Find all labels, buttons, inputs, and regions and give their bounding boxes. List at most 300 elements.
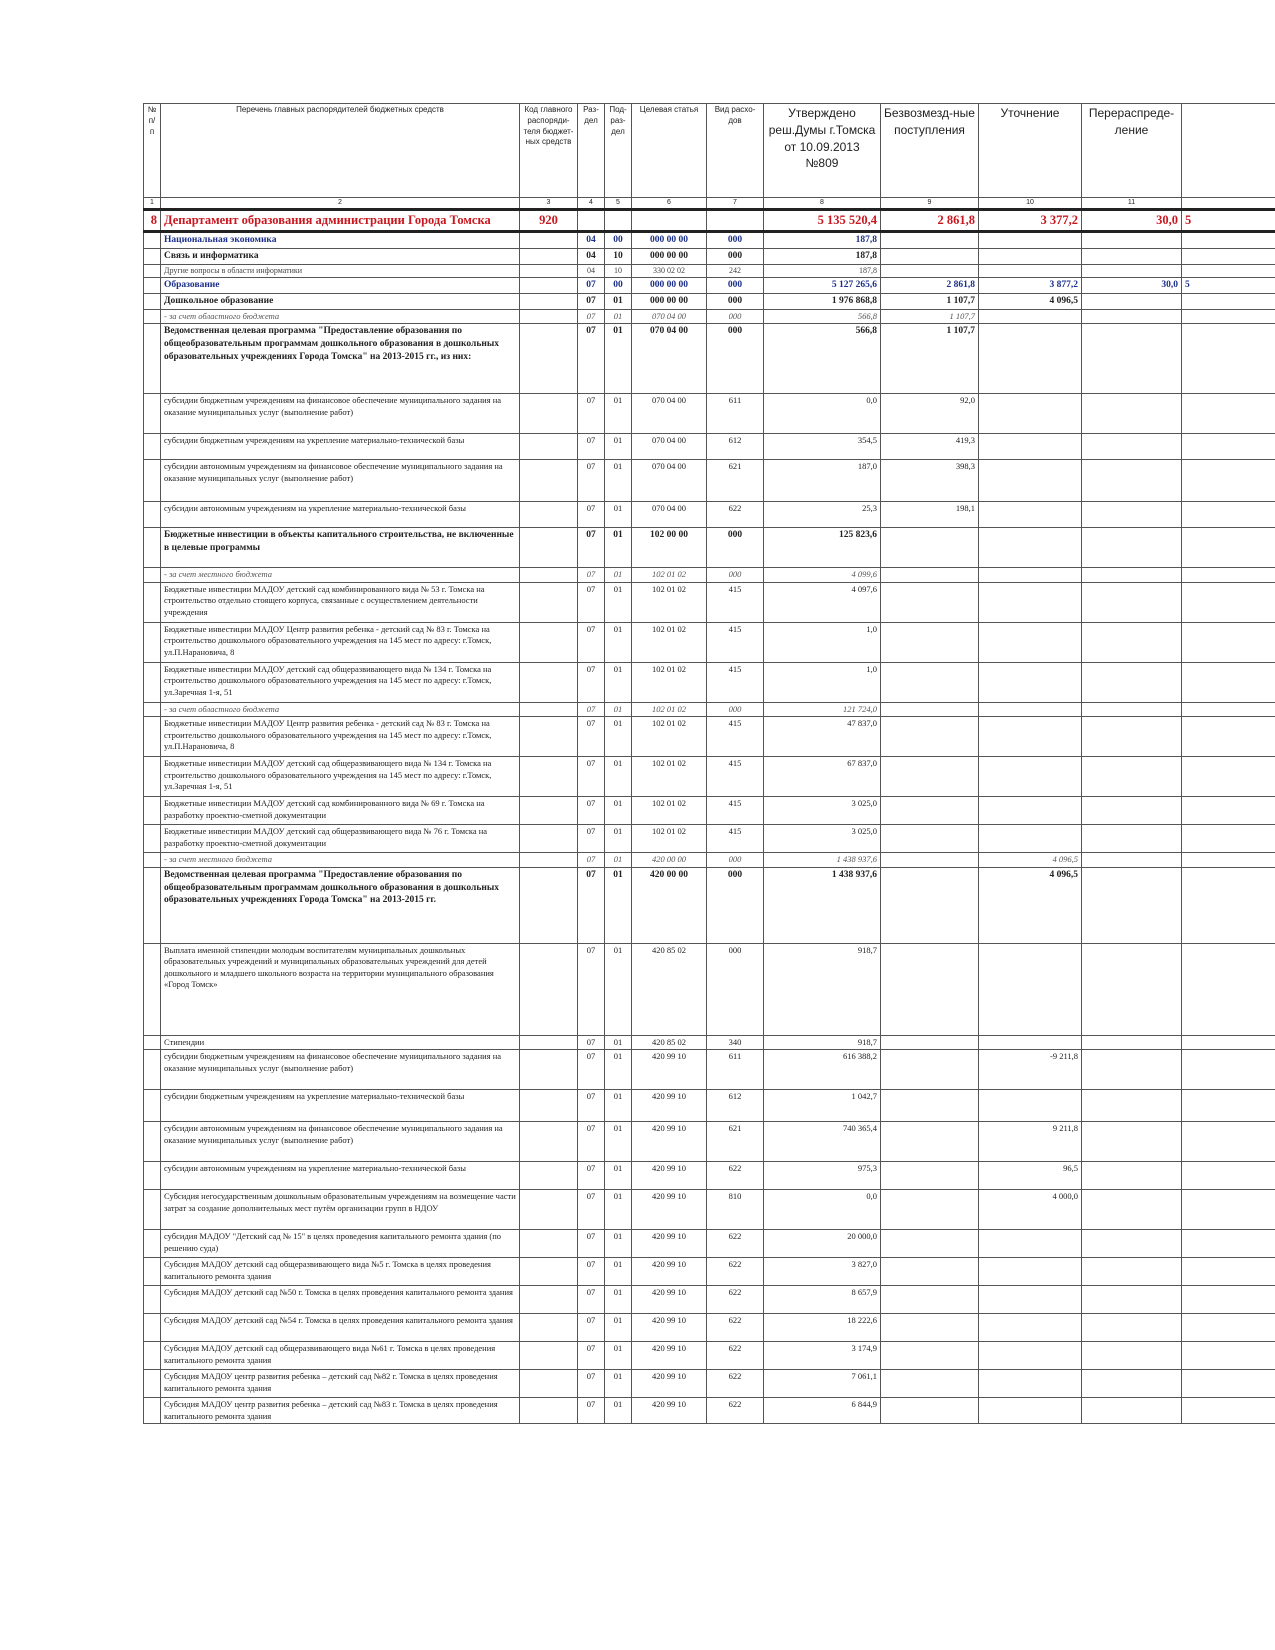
- row-section: 07: [578, 622, 605, 662]
- row-grants: [881, 231, 979, 248]
- header-col8: Утверждено реш.Думы г.Томска от 10.09.2013 №809: [764, 104, 881, 198]
- row-expense-type: 415: [707, 622, 764, 662]
- row-target-article: 000 00 00: [632, 248, 707, 264]
- row-target-article: 420 99 10: [632, 1342, 707, 1370]
- row-number: [144, 825, 161, 853]
- row-code: [520, 797, 578, 825]
- row-expense-type: 621: [707, 1122, 764, 1162]
- row-subsection: 01: [605, 717, 632, 757]
- header-col11: Перераспреде-ление: [1082, 104, 1182, 198]
- header-col7: Вид расхо-дов: [707, 104, 764, 198]
- row-subsection: 01: [605, 1162, 632, 1190]
- row-target-article: 000 00 00: [632, 231, 707, 248]
- col-num: 1: [144, 198, 161, 210]
- row-redistribution: [1082, 1090, 1182, 1122]
- row-grants: 92,0: [881, 394, 979, 434]
- row-section: 07: [578, 1314, 605, 1342]
- row-subsection: 01: [605, 582, 632, 622]
- row-number: [144, 1050, 161, 1090]
- dept-redistribution: 30,0: [1082, 210, 1182, 232]
- row-clarification: [979, 1398, 1082, 1424]
- row-clarification: [979, 797, 1082, 825]
- row-redistribution: [1082, 825, 1182, 853]
- row-expense-type: 000: [707, 324, 764, 394]
- row-name: субсидия МАДОУ "Детский сад № 15" в целях проведения капитального ремонта здания (по решению суда): [161, 1230, 520, 1258]
- row-expense-type: 622: [707, 502, 764, 528]
- row-number: [144, 278, 161, 294]
- table-row: [144, 622, 1275, 662]
- row-approved: 918,7: [764, 943, 881, 1035]
- table-row: [144, 825, 1275, 853]
- row-name: Ведомственная целевая программа "Предоставление образования по общеобразовательным программам дошкольного образования в дошкольных образовательных учреждениях Города Томска" на 2013-2015 гг., из них:: [161, 324, 520, 394]
- row-name: Бюджетные инвестиции в объекты капитального строительства, не включенные в целевые программы: [161, 528, 520, 568]
- row-clarification: -9 211,8: [979, 1050, 1082, 1090]
- row-section: 04: [578, 231, 605, 248]
- row-name: Бюджетные инвестиции МАДОУ Центр развития ребенка - детский сад № 83 г. Томска на строительство дошкольного образовательного учреждения на 145 мест по адресу: г.Томск, ул.П.Нарановича, 8: [161, 717, 520, 757]
- row-grants: [881, 1122, 979, 1162]
- row-expense-type: 622: [707, 1314, 764, 1342]
- row-section: 07: [578, 434, 605, 460]
- row-subsection: 01: [605, 1398, 632, 1424]
- header-col10: Уточнение: [979, 104, 1082, 198]
- row-next: [1182, 1090, 1275, 1122]
- row-approved: 125 823,6: [764, 528, 881, 568]
- row-name: Субсидия МАДОУ детский сад №54 г. Томска в целях проведения капитального ремонта здания: [161, 1314, 520, 1342]
- row-clarification: [979, 1314, 1082, 1342]
- table-row: [144, 1370, 1275, 1398]
- col-num: 6: [632, 198, 707, 210]
- row-next: [1182, 622, 1275, 662]
- budget-sheet: [143, 103, 1275, 1424]
- row-target-article: 420 99 10: [632, 1314, 707, 1342]
- row-redistribution: [1082, 309, 1182, 323]
- row-clarification: 4 096,5: [979, 867, 1082, 943]
- row-code: [520, 528, 578, 568]
- table-row: [144, 324, 1275, 394]
- row-number: [144, 662, 161, 702]
- row-section: 07: [578, 702, 605, 716]
- row-grants: [881, 1050, 979, 1090]
- row-approved: 3 025,0: [764, 825, 881, 853]
- col-num: 9: [881, 198, 979, 210]
- row-redistribution: [1082, 434, 1182, 460]
- row-number: [144, 797, 161, 825]
- row-expense-type: 340: [707, 1035, 764, 1049]
- row-code: [520, 1286, 578, 1314]
- row-expense-type: 611: [707, 1050, 764, 1090]
- row-expense-type: 810: [707, 1190, 764, 1230]
- dept-clarification: 3 377,2: [979, 210, 1082, 232]
- row-subsection: 01: [605, 1314, 632, 1342]
- row-next: [1182, 324, 1275, 394]
- header-col2: Перечень главных распорядителей бюджетных средств: [161, 104, 520, 198]
- row-section: 07: [578, 825, 605, 853]
- row-section: 07: [578, 1398, 605, 1424]
- row-next: [1182, 1370, 1275, 1398]
- table-row: [144, 943, 1275, 1035]
- header-col9: Безвозмезд-ные поступления: [881, 104, 979, 198]
- row-next: [1182, 702, 1275, 716]
- row-name: Бюджетные инвестиции МАДОУ детский сад общеразвивающего вида № 76 г. Томска на разработку проектно-сметной документации: [161, 825, 520, 853]
- row-clarification: 9 211,8: [979, 1122, 1082, 1162]
- row-redistribution: [1082, 502, 1182, 528]
- row-target-article: 102 01 02: [632, 582, 707, 622]
- row-name: Субсидия МАДОУ центр развития ребенка – детский сад №82 г. Томска в целях проведения капитального ремонта здания: [161, 1370, 520, 1398]
- row-clarification: [979, 568, 1082, 582]
- row-number: [144, 568, 161, 582]
- row-code: [520, 309, 578, 323]
- row-redistribution: [1082, 757, 1182, 797]
- row-clarification: [979, 309, 1082, 323]
- row-next: [1182, 757, 1275, 797]
- row-subsection: 01: [605, 324, 632, 394]
- row-grants: [881, 853, 979, 867]
- row-approved: 0,0: [764, 394, 881, 434]
- row-redistribution: [1082, 324, 1182, 394]
- row-name: Дошкольное образование: [161, 294, 520, 310]
- row-redistribution: [1082, 943, 1182, 1035]
- row-subsection: 01: [605, 825, 632, 853]
- dept-name: Департамент образования администрации Города Томска: [161, 210, 520, 232]
- row-approved: 3 174,9: [764, 1342, 881, 1370]
- row-clarification: [979, 264, 1082, 278]
- row-name: - за счет областного бюджета: [161, 702, 520, 716]
- row-code: [520, 568, 578, 582]
- row-redistribution: [1082, 1258, 1182, 1286]
- row-number: [144, 231, 161, 248]
- row-name: Национальная экономика: [161, 231, 520, 248]
- row-next: 5: [1182, 278, 1275, 294]
- row-next: [1182, 582, 1275, 622]
- row-section: 07: [578, 1035, 605, 1049]
- row-next: [1182, 1286, 1275, 1314]
- row-approved: 1 976 868,8: [764, 294, 881, 310]
- row-section: 07: [578, 1258, 605, 1286]
- row-number: [144, 1342, 161, 1370]
- row-section: 07: [578, 1190, 605, 1230]
- row-grants: [881, 1162, 979, 1190]
- row-subsection: 00: [605, 231, 632, 248]
- row-expense-type: 000: [707, 294, 764, 310]
- header-col12: [1182, 104, 1275, 198]
- row-clarification: 4 096,5: [979, 853, 1082, 867]
- row-name: Ведомственная целевая программа "Предоставление образования по общеобразовательным программам дошкольного образования в дошкольных образовательных учреждениях Города Томска" на 2013-2015 гг.: [161, 867, 520, 943]
- row-number: [144, 394, 161, 434]
- row-code: [520, 434, 578, 460]
- table-row: [144, 582, 1275, 622]
- row-code: [520, 394, 578, 434]
- row-expense-type: 000: [707, 853, 764, 867]
- row-name: субсидии бюджетным учреждениям на финансовое обеспечение муниципального задания на оказание муниципальных услуг (выполнение работ): [161, 1050, 520, 1090]
- row-redistribution: [1082, 1398, 1182, 1424]
- row-redistribution: [1082, 853, 1182, 867]
- row-name: Бюджетные инвестиции МАДОУ детский сад комбинированного вида № 53 г. Томска на строительство отдельно стоящего корпуса, связанные с осуществлением деятельности учреждения: [161, 582, 520, 622]
- row-number: [144, 309, 161, 323]
- row-target-article: 070 04 00: [632, 324, 707, 394]
- row-section: 07: [578, 1090, 605, 1122]
- row-name: субсидии бюджетным учреждениям на финансовое обеспечение муниципального задания на оказание муниципальных услуг (выполнение работ): [161, 394, 520, 434]
- row-code: [520, 1090, 578, 1122]
- empty-cell: [605, 210, 632, 232]
- row-redistribution: [1082, 717, 1182, 757]
- row-name: - за счет областного бюджета: [161, 309, 520, 323]
- row-clarification: [979, 943, 1082, 1035]
- row-target-article: 420 99 10: [632, 1122, 707, 1162]
- row-clarification: [979, 460, 1082, 502]
- row-name: Бюджетные инвестиции МАДОУ Центр развития ребенка - детский сад № 83 г. Томска на строительство дошкольного образовательного учреждения на 145 мест по адресу: г.Томск, ул.П.Нарановича, 8: [161, 622, 520, 662]
- row-grants: 1 107,7: [881, 324, 979, 394]
- row-name: субсидии бюджетным учреждениям на укрепление материально-технической базы: [161, 434, 520, 460]
- row-grants: [881, 825, 979, 853]
- row-clarification: [979, 394, 1082, 434]
- table-row: [144, 1190, 1275, 1230]
- table-row: [144, 568, 1275, 582]
- table-row: [144, 1090, 1275, 1122]
- row-approved: 20 000,0: [764, 1230, 881, 1258]
- row-next: [1182, 248, 1275, 264]
- table-row: [144, 1122, 1275, 1162]
- table-row: [144, 1035, 1275, 1049]
- row-number: [144, 528, 161, 568]
- row-code: [520, 717, 578, 757]
- row-next: [1182, 434, 1275, 460]
- row-clarification: [979, 502, 1082, 528]
- row-subsection: 10: [605, 264, 632, 278]
- row-code: [520, 757, 578, 797]
- row-next: [1182, 309, 1275, 323]
- dept-number: 8: [144, 210, 161, 232]
- row-number: [144, 502, 161, 528]
- row-expense-type: 242: [707, 264, 764, 278]
- row-clarification: 4 000,0: [979, 1190, 1082, 1230]
- table-row: [144, 264, 1275, 278]
- table-row: [144, 460, 1275, 502]
- department-row: [144, 210, 1275, 232]
- row-number: [144, 434, 161, 460]
- row-clarification: [979, 622, 1082, 662]
- row-next: [1182, 1162, 1275, 1190]
- row-next: [1182, 662, 1275, 702]
- row-code: [520, 943, 578, 1035]
- row-target-article: 420 00 00: [632, 853, 707, 867]
- column-number-row: [144, 198, 1275, 210]
- row-redistribution: [1082, 797, 1182, 825]
- row-number: [144, 248, 161, 264]
- row-approved: 1 042,7: [764, 1090, 881, 1122]
- row-next: [1182, 1342, 1275, 1370]
- row-expense-type: 622: [707, 1398, 764, 1424]
- row-expense-type: 000: [707, 528, 764, 568]
- row-target-article: 420 99 10: [632, 1286, 707, 1314]
- row-subsection: 00: [605, 278, 632, 294]
- table-row: [144, 278, 1275, 294]
- row-target-article: 102 01 02: [632, 622, 707, 662]
- row-name: Другие вопросы в области информатики: [161, 264, 520, 278]
- table-row: [144, 394, 1275, 434]
- row-name: Субсидия МАДОУ детский сад общеразвивающего вида №5 г. Томска в целях проведения капитального ремонта здания: [161, 1258, 520, 1286]
- row-subsection: 01: [605, 502, 632, 528]
- row-next: [1182, 797, 1275, 825]
- row-redistribution: [1082, 294, 1182, 310]
- row-grants: [881, 1035, 979, 1049]
- row-code: [520, 1162, 578, 1190]
- dept-code: 920: [520, 210, 578, 232]
- row-subsection: 01: [605, 434, 632, 460]
- row-grants: [881, 1090, 979, 1122]
- row-grants: [881, 717, 979, 757]
- row-approved: 25,3: [764, 502, 881, 528]
- row-target-article: 102 00 00: [632, 528, 707, 568]
- row-section: 07: [578, 717, 605, 757]
- row-expense-type: 415: [707, 825, 764, 853]
- header-col6: Целевая статья: [632, 104, 707, 198]
- row-code: [520, 278, 578, 294]
- table-row: [144, 1286, 1275, 1314]
- row-expense-type: 622: [707, 1230, 764, 1258]
- header-col1: № п/п: [144, 104, 161, 198]
- row-subsection: 01: [605, 1230, 632, 1258]
- row-name: Образование: [161, 278, 520, 294]
- row-code: [520, 582, 578, 622]
- row-section: 07: [578, 867, 605, 943]
- row-subsection: 01: [605, 309, 632, 323]
- row-target-article: 070 04 00: [632, 434, 707, 460]
- row-redistribution: [1082, 248, 1182, 264]
- row-number: [144, 1035, 161, 1049]
- row-grants: [881, 797, 979, 825]
- row-clarification: [979, 1370, 1082, 1398]
- row-next: [1182, 1122, 1275, 1162]
- row-approved: 6 844,9: [764, 1398, 881, 1424]
- row-next: [1182, 502, 1275, 528]
- row-approved: 566,8: [764, 309, 881, 323]
- row-approved: 354,5: [764, 434, 881, 460]
- row-name: Бюджетные инвестиции МАДОУ детский сад общеразвивающего вида № 134 г. Томска на строительство дошкольного образовательного учреждения на 145 мест по адресу: г.Томск, ул.Заречная 1-я, 51: [161, 757, 520, 797]
- row-expense-type: 000: [707, 278, 764, 294]
- row-approved: 975,3: [764, 1162, 881, 1190]
- table-row: [144, 502, 1275, 528]
- row-clarification: [979, 662, 1082, 702]
- row-grants: [881, 622, 979, 662]
- row-subsection: 01: [605, 622, 632, 662]
- col-num: [1182, 198, 1275, 210]
- row-section: 04: [578, 248, 605, 264]
- row-approved: 918,7: [764, 1035, 881, 1049]
- table-row: [144, 528, 1275, 568]
- row-next: [1182, 825, 1275, 853]
- empty-cell: [707, 210, 764, 232]
- row-target-article: 000 00 00: [632, 294, 707, 310]
- row-redistribution: [1082, 1122, 1182, 1162]
- row-target-article: 420 99 10: [632, 1162, 707, 1190]
- row-target-article: 420 00 00: [632, 867, 707, 943]
- table-row: [144, 757, 1275, 797]
- row-clarification: [979, 434, 1082, 460]
- row-grants: [881, 264, 979, 278]
- row-approved: 67 837,0: [764, 757, 881, 797]
- row-name: Субсидия негосударственным дошкольным образовательным учреждениям на возмещение части затрат за создание дополнительных мест путём организации групп в НДОУ: [161, 1190, 520, 1230]
- row-redistribution: [1082, 1314, 1182, 1342]
- row-next: [1182, 867, 1275, 943]
- row-code: [520, 460, 578, 502]
- row-expense-type: 622: [707, 1342, 764, 1370]
- row-code: [520, 1258, 578, 1286]
- row-code: [520, 622, 578, 662]
- row-section: 07: [578, 528, 605, 568]
- table-row: [144, 702, 1275, 716]
- row-clarification: [979, 1286, 1082, 1314]
- row-clarification: 4 096,5: [979, 294, 1082, 310]
- row-approved: 1 438 937,6: [764, 853, 881, 867]
- row-approved: 8 657,9: [764, 1286, 881, 1314]
- row-next: [1182, 231, 1275, 248]
- row-redistribution: [1082, 1035, 1182, 1049]
- row-clarification: [979, 1342, 1082, 1370]
- row-section: 07: [578, 1050, 605, 1090]
- row-next: [1182, 460, 1275, 502]
- row-number: [144, 702, 161, 716]
- row-redistribution: [1082, 1190, 1182, 1230]
- row-section: 07: [578, 394, 605, 434]
- dept-grants: 2 861,8: [881, 210, 979, 232]
- row-expense-type: 622: [707, 1370, 764, 1398]
- col-num: 11: [1082, 198, 1182, 210]
- row-name: Субсидия МАДОУ центр развития ребенка – детский сад №83 г. Томска в целях проведения капитального ремонта здания: [161, 1398, 520, 1424]
- table-row: [144, 1314, 1275, 1342]
- row-code: [520, 294, 578, 310]
- row-name: - за счет местного бюджета: [161, 853, 520, 867]
- row-section: 04: [578, 264, 605, 278]
- row-section: 07: [578, 662, 605, 702]
- row-grants: [881, 1230, 979, 1258]
- row-section: 07: [578, 1230, 605, 1258]
- row-clarification: [979, 1258, 1082, 1286]
- row-target-article: 420 99 10: [632, 1398, 707, 1424]
- row-expense-type: 000: [707, 943, 764, 1035]
- row-redistribution: [1082, 1286, 1182, 1314]
- row-subsection: 01: [605, 460, 632, 502]
- table-row: [144, 853, 1275, 867]
- row-subsection: 01: [605, 943, 632, 1035]
- row-approved: 187,8: [764, 231, 881, 248]
- row-number: [144, 1122, 161, 1162]
- row-code: [520, 662, 578, 702]
- row-section: 07: [578, 1286, 605, 1314]
- row-grants: [881, 1370, 979, 1398]
- row-number: [144, 1190, 161, 1230]
- row-subsection: 01: [605, 797, 632, 825]
- row-number: [144, 1286, 161, 1314]
- row-subsection: 01: [605, 1035, 632, 1049]
- col-num: 7: [707, 198, 764, 210]
- row-grants: [881, 1342, 979, 1370]
- row-name: Стипендии: [161, 1035, 520, 1049]
- row-code: [520, 1035, 578, 1049]
- row-number: [144, 264, 161, 278]
- row-approved: 4 099,6: [764, 568, 881, 582]
- row-grants: 1 107,7: [881, 309, 979, 323]
- row-number: [144, 853, 161, 867]
- row-redistribution: [1082, 394, 1182, 434]
- row-target-article: 420 99 10: [632, 1230, 707, 1258]
- row-redistribution: [1082, 582, 1182, 622]
- row-code: [520, 1050, 578, 1090]
- row-target-article: 070 04 00: [632, 460, 707, 502]
- row-number: [144, 1314, 161, 1342]
- row-grants: [881, 1398, 979, 1424]
- row-approved: 1 438 937,6: [764, 867, 881, 943]
- row-expense-type: 612: [707, 434, 764, 460]
